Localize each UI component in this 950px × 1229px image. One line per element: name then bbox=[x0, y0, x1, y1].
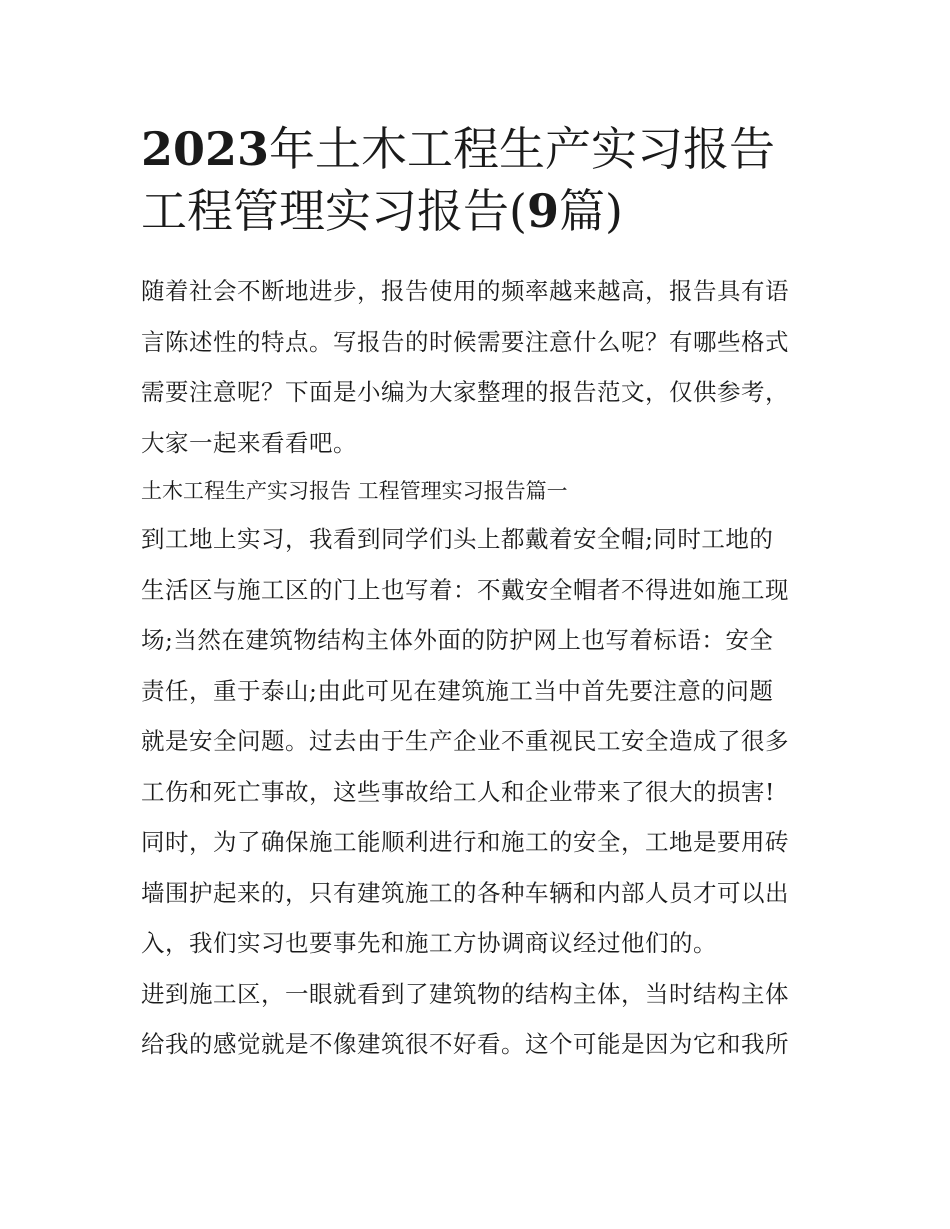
body-line: 工伤和死亡事故，这些事故给工人和企业带来了很大的损害! bbox=[141, 777, 775, 806]
document-title bbox=[141, 118, 813, 242]
title-year: 2023 bbox=[141, 122, 270, 176]
body-line: 同时，为了确保施工能顺利进行和施工的安全，工地是要用砖 bbox=[141, 828, 789, 856]
title-line-1-text: 年土木工程生产实习报告 bbox=[269, 122, 776, 176]
intro-paragraph bbox=[141, 266, 813, 468]
body-line: 责任，重于泰山;由此可见在建筑施工当中首先要注意的问题 bbox=[141, 676, 774, 705]
body-line: 给我的感觉就是不像建筑很不好看。这个可能是因为它和我所 bbox=[141, 1030, 789, 1058]
title-count: 9 bbox=[526, 184, 559, 238]
section-heading: 土木工程生产实习报告 工程管理实习报告篇一 bbox=[141, 479, 568, 503]
intro-line: 随着社会不断地进步，报告使用的频率越来越高，报告具有语 bbox=[141, 277, 789, 305]
body-line: 生活区与施工区的门上也写着：不戴安全帽者不得进如施工现 bbox=[141, 575, 789, 604]
body-line: 墙围护起来的，只有建筑施工的各种车辆和内部人员才可以出 bbox=[141, 878, 789, 907]
title-line-1 bbox=[141, 118, 813, 180]
intro-line: 大家一起来看看吧。 bbox=[141, 428, 357, 457]
body-line: 场;当然在建筑物结构主体外面的防护网上也写着标语：安全 bbox=[141, 626, 774, 654]
title-line-2-text: 工程管理实习报告( bbox=[141, 184, 527, 238]
intro-line: 言陈述性的特点。写报告的时候需要注意什么呢？有哪些格式 bbox=[141, 327, 789, 356]
body-line: 就是安全问题。过去由于生产企业不重视民工安全造成了很多 bbox=[141, 727, 789, 755]
body-line: 入，我们实习也要事先和施工方协调商议经过他们的。 bbox=[141, 929, 717, 957]
intro-line: 需要注意呢？下面是小编为大家整理的报告范文，仅供参考， bbox=[141, 378, 789, 406]
body-line: 到工地上实习，我看到同学们头上都戴着安全帽;同时工地的 bbox=[141, 525, 774, 553]
body-line: 进到施工区，一眼就看到了建筑物的结构主体，当时结构主体 bbox=[141, 979, 789, 1008]
title-line-2 bbox=[141, 180, 813, 242]
document-page bbox=[141, 118, 813, 1070]
title-line-2-end: 篇) bbox=[558, 184, 623, 238]
section-body bbox=[141, 514, 813, 1070]
